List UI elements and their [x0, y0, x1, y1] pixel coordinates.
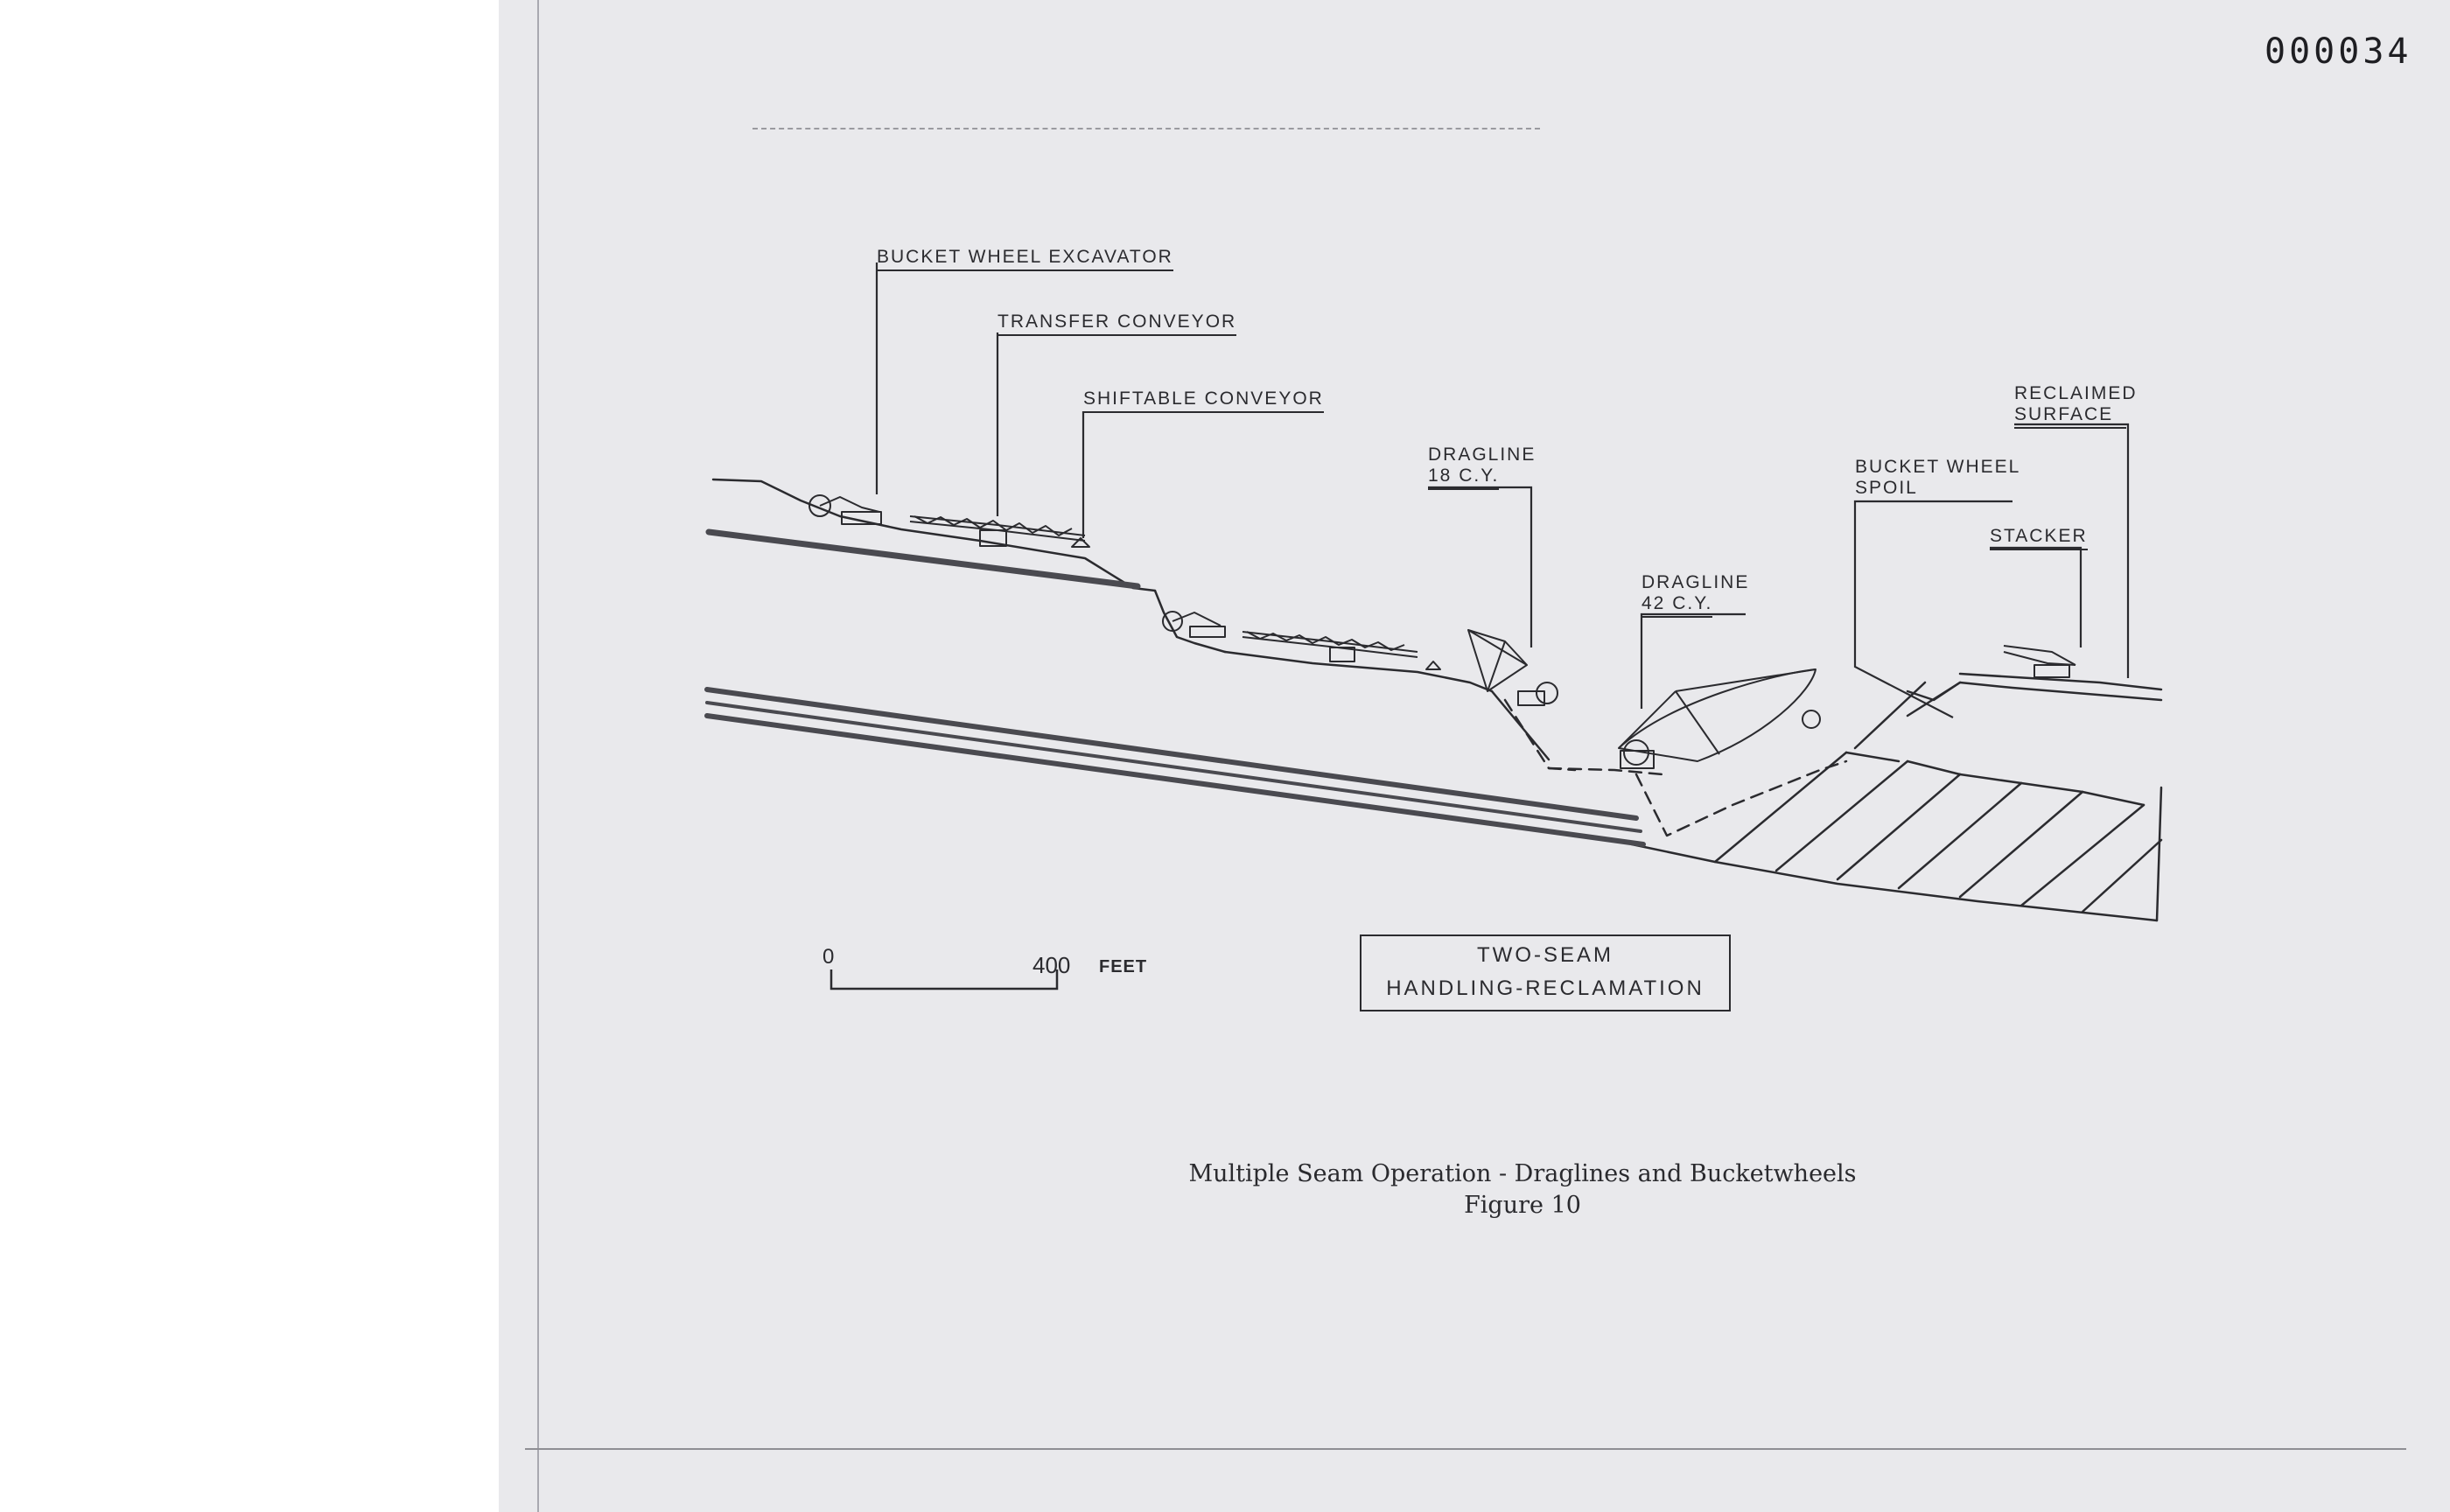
- spoil-hatch: [1855, 682, 1925, 748]
- title-box-line2: HANDLING-RECLAMATION: [1386, 976, 1704, 1000]
- scale-bar: [831, 970, 1057, 989]
- spoil-hatch: [1776, 761, 1908, 871]
- lower-bench-surface: [1225, 652, 1492, 691]
- spoil-hatch: [2021, 783, 2082, 792]
- dragline-18-body: [1518, 691, 1544, 705]
- page-number-stamp: 000034: [2264, 32, 2412, 72]
- leader-stacker: [1990, 548, 2081, 648]
- dragline-42-boom: [1676, 669, 1816, 691]
- label-shiftable-conveyor: SHIFTABLE CONVEYOR: [1083, 388, 1324, 413]
- leader-dragline-42: [1642, 614, 1746, 709]
- label-bucket-wheel-spoil-line2: SPOIL: [1855, 478, 2009, 502]
- bench-face: [1155, 591, 1225, 652]
- spoil-hatch: [2082, 840, 2161, 912]
- spoil-hatch: [1715, 752, 1846, 862]
- label-bucket-wheel-excavator: BUCKET WHEEL EXCAVATOR: [877, 247, 1173, 271]
- bucket-wheel-excavator-body: [1190, 626, 1225, 637]
- spoil-hatch: [1838, 774, 1960, 879]
- lower-coal-seam-1: [707, 690, 1636, 818]
- spoil-right-edge: [2157, 788, 2161, 920]
- dragline-42-boom: [1619, 691, 1676, 748]
- pit-outline-dashed-1: [1505, 700, 1575, 770]
- scale-unit: FEET: [1099, 957, 1148, 976]
- spoil-hatch: [1899, 783, 2021, 888]
- scale-zero: 0: [822, 945, 835, 969]
- leader-reclaimed-surface: [2014, 424, 2128, 678]
- spoil-hatch: [1960, 774, 2021, 783]
- upper-bench-surface: [713, 480, 1155, 591]
- label-transfer-conveyor: TRANSFER CONVEYOR: [998, 312, 1236, 336]
- pit-outline-dashed-3: [1636, 761, 1846, 836]
- reclaimed-surface-line: [1960, 674, 2161, 690]
- spoil-hatch: [1846, 752, 1899, 761]
- scale-value: 400: [1032, 952, 1071, 978]
- dragline-18-boom: [1488, 641, 1505, 691]
- title-box-line1: TWO-SEAM: [1477, 943, 1614, 967]
- leader-dragline-18: [1428, 487, 1531, 648]
- label-reclaimed-surface-line2: SURFACE: [2014, 404, 2126, 429]
- label-stacker: STACKER: [1990, 526, 2088, 550]
- label-reclaimed-surface-line1: RECLAIMED: [2014, 383, 2138, 403]
- spoil-hatch: [1908, 761, 1960, 774]
- dragline-18-bucket: [1536, 682, 1558, 704]
- lower-coal-seam-3: [707, 716, 1643, 844]
- spoil-hatch: [2082, 792, 2144, 805]
- spoil-hatch: [1908, 682, 1960, 716]
- shiftable-conveyor-head: [1426, 662, 1440, 669]
- figure-title-box: [1360, 934, 1731, 1012]
- label-dragline-18-line1: DRAGLINE: [1428, 444, 1536, 465]
- stacker-body: [2034, 665, 2069, 677]
- transfer-conveyor-truss: [914, 516, 1072, 536]
- dragline-42-dump: [1802, 710, 1820, 728]
- figure-caption: Multiple Seam Operation - Draglines and Bucketwheels: [1188, 1160, 1857, 1187]
- figure-number: Figure 10: [1464, 1192, 1581, 1219]
- pit-outline-dashed-2: [1549, 768, 1662, 774]
- spoil-hatch: [1960, 792, 2082, 897]
- label-dragline-42-line1: DRAGLINE: [1642, 572, 1750, 592]
- label-dragline-18-line2: 18 C.Y.: [1428, 466, 1499, 490]
- lower-coal-seam-2: [707, 703, 1641, 831]
- label-dragline-42-line2: 42 C.Y.: [1642, 593, 1712, 618]
- label-bucket-wheel-spoil-line1: BUCKET WHEEL: [1855, 457, 2021, 477]
- pit-floor: [1632, 844, 2157, 920]
- spoil-hatch: [2021, 805, 2144, 906]
